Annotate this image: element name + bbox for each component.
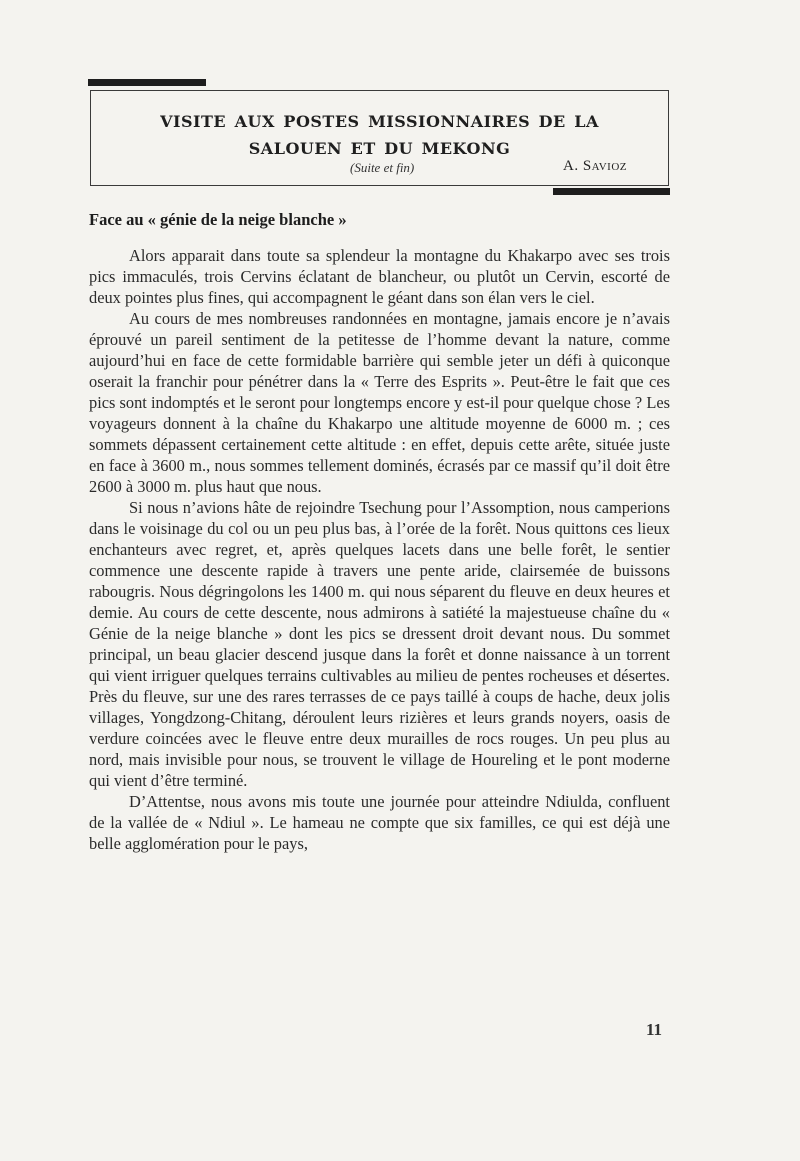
author-name: Savioz bbox=[582, 158, 627, 174]
paragraph: Au cours de mes nombreuses randonnées en montagne, jamais encore je n’avais éprouvé un pareil sentiment de la petitesse de l’homme devant la nature, comme aujourd’hui en face de cette formidable barrière qui semble jeter un défi à quiconque oserait la franchir pour pénétrer dans la « Terre des Esprits ». Peut-être le fait que ces pics sont indomptés et le seront pour longtemps encore y est-il pour quelque chose ? Les voyageurs donnent à la chaîne du Khakarpo une altitude moyenne de 6000 m. ; ces sommets dépassent certainement cette altitude : en effet, depuis cette arête, située juste en face à 3600 m., nous sommes tellement dominés, écrasés par ce massif qu’il doit être 2600 à 3000 m. plus haut que nous. bbox=[89, 309, 670, 496]
article-subtitle: (Suite et fin) bbox=[350, 160, 415, 175]
header-decorative-bar-top bbox=[88, 79, 206, 86]
header-decorative-bar-bottom bbox=[553, 188, 670, 195]
article-title-line-2: salouen et du mekong bbox=[248, 133, 511, 160]
paragraph: D’Attentse, nous avons mis toute une journée pour atteindre Ndiulda, confluent de la vallée de « Ndiul ». Le hameau ne compte que six familles, ce qui est déjà une belle agglomération pour le pays, bbox=[89, 792, 670, 853]
page-number: 11 bbox=[646, 1020, 663, 1039]
paragraph: Si nous n’avions hâte de rejoindre Tsechung pour l’Assomption, nous camperions dans le voisinage du col ou un peu plus bas, à l’orée de la forêt. Nous quittons ces lieux enchanteurs avec regret, et, après quelques lacets dans une belle forêt, le sentier commence une descente rapide à travers une pente aride, clairsemée de buissons rabougris. Nous dégringolons les 1400 m. qui nous séparent du fleuve en deux heures et demie. Au cours de cette descente, nous admirons à satiété la majestueuse chaîne du « Génie de la neige blanche » dont les pics se dressent droit devant nous. Du sommet principal, un beau glacier descend jusque dans la forêt et donne naissance à un torrent qui vient irriguer quelques terrains cultivables au milieu de pentes rocheuses et désertes. Près du fleuve, sur une des rares terrasses de ce pays taillé à coups de hache, deux jolis villages, Yongdzong-Chitang, déroulent leurs rizières et leurs grands noyers, oasis de verdure coincées avec le fleuve entre deux murailles de rocs rouges. Un peu plus au nord, mais invisible pour nous, se trouvent le village de Houreling et le pont moderne qui vient d’être terminé. bbox=[89, 498, 670, 790]
article-title-line-1: visite aux postes missionnaires de la bbox=[160, 106, 599, 133]
article-body bbox=[89, 245, 670, 854]
author-initial: A. bbox=[563, 158, 579, 174]
section-heading: Face au « génie de la neige blanche » bbox=[89, 210, 347, 229]
author bbox=[563, 158, 627, 175]
paragraph: Alors apparait dans toute sa splendeur la montagne du Khakarpo avec ses trois pics immaculés, trois Cervins éclatant de blancheur, ou plutôt un Cervin, escorté de deux pointes plus fines, qui accompagnent le géant dans son élan vers le ciel. bbox=[89, 246, 670, 307]
